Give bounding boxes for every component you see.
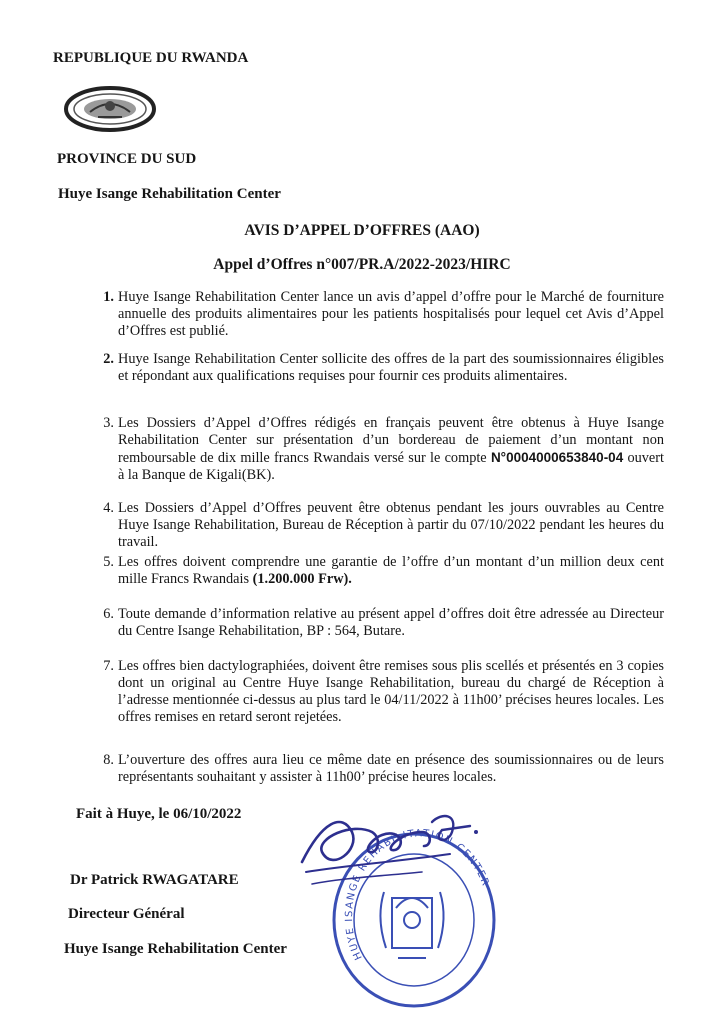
province-heading: PROVINCE DU SUD	[57, 151, 197, 167]
institution-heading: Huye Isange Rehabilitation Center	[58, 186, 281, 202]
bank-account-number: N°0004000653840-04	[490, 450, 624, 465]
document-page: REPUBLIQUE DU RWANDA PROVINCE DU SUD Huye Isange Rehabilitation Center AVIS D’APPEL D’OFFRES (AAO) Appel d’Offres n°007/PR.A/2022-2023/HIRC 1. Huye Isange Rehabilitation Center lance un avis d’appel d’offre pour le Marché de fourniture annuelle des produits alimentaires pour les patients hospitalisés pour lequel cet Avis d’Appel d’Offres est publié. 2. Huye Isange Rehabilitation Center sollicite des offres de la part des soumissionnaires éligibles et répondant aux qualifications requises pour fournir ces produits alimentaires. 3. Les Dossiers d’Appel d’Offres rédigés en français peuvent être obtenus à Huye Isange Rehabilitation Center sur présentation d’un bordereau de paiement d’un montant non remboursable de dix mille francs Rwandais versé sur le compte N°0004000653840-04 ouvert à la Banque de Kigali(BK). 4. Les Dossiers d’Appel d’Offres peuvent être obtenus pendant les jours ouvrables au Centre Huye Isange Rehabilitation, Bureau de Réception à partir du 07/10/2022 pendant les heures du travail. 5. Les offres doivent comprendre une garantie de l’offre d’un montant d’un million deux cent mille Francs Rwandais (1.200.000 Frw). 6. Toute demande d’information relative au présent appel d’offres doit être adressée au Directeur du Centre Isange Rehabilitation, BP : 564, Butare. 7. Les offres bien dactylographiées, doivent être remises sous plis scellés et présentés en 3 copies dont un original au Centre Huye Isange Rehabilitation, bureau du chargé de Réception à l’adresse mentionnée ci-dessus au plus tard le 04/11/2022 à 11h00’ précises heures locales. Les offres remises en retard seront rejetées. 8. L’ouverture des offres aura lieu ce même date en présence des soumissionnaires ou de leurs représentants souhaitant y assister à 11h00’ précise heures locales. Fait à Huye, le 06/10/2022 HUYE ISANGE REHABILITATION CENTER Dr Patrick RWAGATARE Directeur Général Huye Isange Rehabilitation Center	[0, 0, 724, 1024]
notice-title: AVIS D’APPEL D’OFFRES (AAO)	[244, 222, 480, 239]
signatory-name: Dr Patrick RWAGATARE	[70, 872, 239, 888]
signatory-organization: Huye Isange Rehabilitation Center	[64, 941, 287, 957]
notice-reference: Appel d’Offres n°007/PR.A/2022-2023/HIRC	[213, 256, 511, 273]
place-and-date: Fait à Huye, le 06/10/2022	[76, 806, 242, 822]
republic-heading: REPUBLIQUE DU RWANDA	[53, 50, 249, 66]
signatory-position: Directeur Général	[68, 906, 185, 922]
handwritten-signature-icon	[282, 802, 482, 894]
svg-text:HUYE ISANGE REHABILITATION CEN: HUYE ISANGE REHABILITATION CENTER	[343, 828, 492, 962]
guarantee-amount: (1.200.000 Frw).	[252, 571, 352, 587]
rwanda-emblem-icon	[62, 84, 158, 134]
